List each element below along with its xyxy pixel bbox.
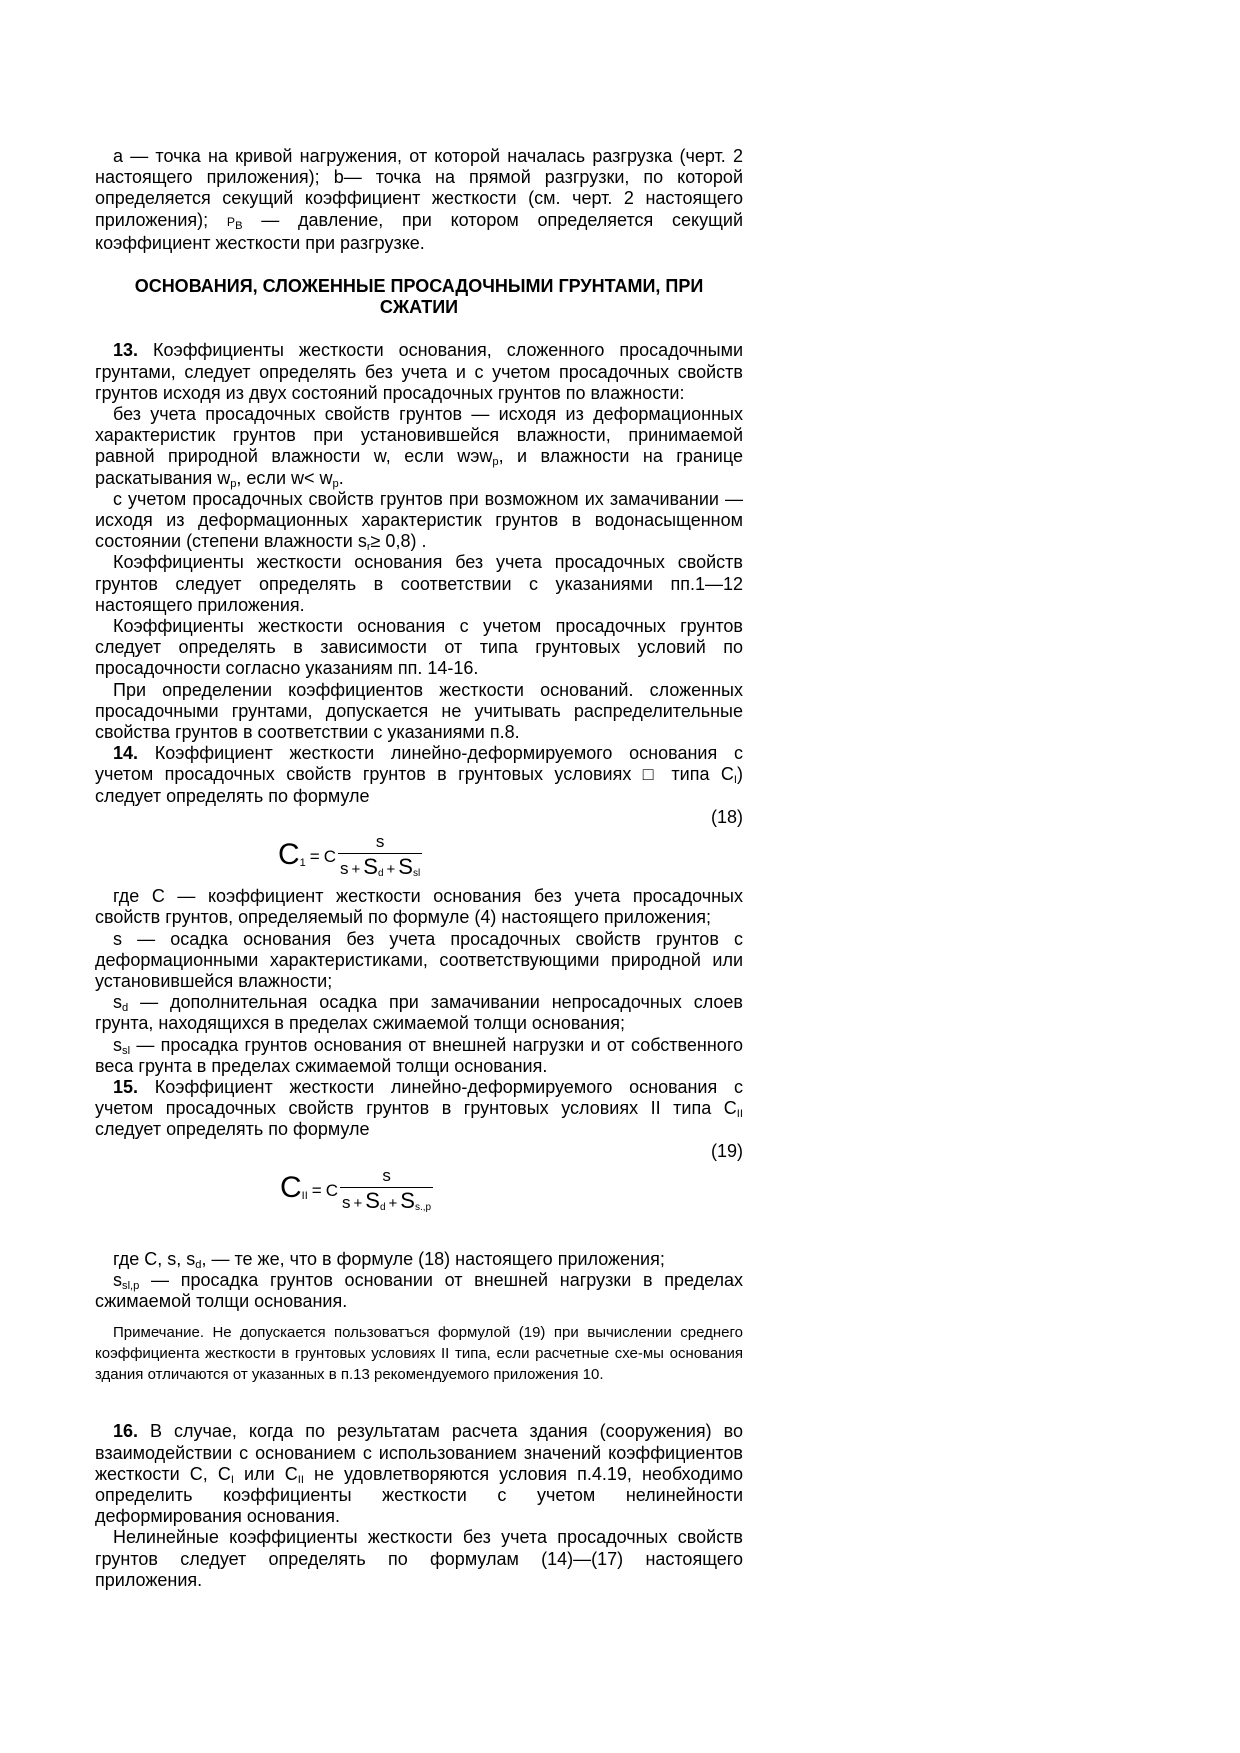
formula-lhs-subscript: 1 [299, 856, 306, 869]
denominator-term-sslp: S [400, 1187, 415, 1213]
text-run: Коэффициент жесткости линейно-деформируемого основания с учетом просадочных свойств грунтов в грунтовых условиях II типа C [95, 1076, 743, 1119]
text-run: , — те же, что в формуле (18) настоящего приложения; [201, 1248, 665, 1269]
text-run: s [113, 1269, 122, 1290]
text-run: a — точка на кривой нагружения, от которой началась разгрузка (черт. 2 настоящего приложения); b— точка на прямой разгрузки, по которой определяется секущий коэффициент жесткости (см. черт. 2 настоящего приложения); [95, 146, 743, 230]
definition-sd-paragraph [95, 992, 743, 1034]
subscript: II [736, 1107, 743, 1120]
item-16-paragraph [95, 1421, 743, 1527]
fraction-denominator [338, 853, 422, 883]
text-run: . [338, 467, 344, 488]
document-body [95, 146, 743, 1591]
distribution-rule-paragraph [95, 680, 743, 744]
plus-sign: + [353, 1194, 363, 1212]
nonlinear-paragraph [95, 1527, 743, 1591]
text-run: — давление, при котором определяется секущий коэффициент жесткости при разгрузке. [95, 209, 743, 253]
fraction-numerator: s [375, 832, 385, 852]
plus-sign: + [351, 861, 361, 879]
subscript: p [332, 477, 339, 490]
where-same-paragraph [95, 1249, 743, 1270]
denominator-term-sslp-subscript: s.,p [414, 1201, 432, 1213]
section-heading: ОСНОВАНИЯ, СЛОЖЕННЫЕ ПРОСАДОЧНЫМИ ГРУНТАМИ, ПРИ СЖАТИИ [134, 276, 704, 318]
where-c-paragraph [95, 886, 743, 928]
subscript: sl,p [122, 1279, 140, 1292]
formula-19 [95, 1162, 743, 1220]
with-collapse-paragraph [95, 489, 743, 553]
subscript: I [733, 774, 737, 787]
item-number: 13. [113, 340, 139, 361]
denominator-s: s [342, 1192, 351, 1212]
text-run: где C, s, s [113, 1248, 196, 1269]
item-number: 15. [113, 1076, 139, 1097]
intro-paragraph [95, 146, 743, 254]
subscript: sl [122, 1044, 131, 1057]
subscript: d [122, 1001, 129, 1014]
denominator-term-sd: S [363, 854, 378, 880]
item-number: 16. [113, 1421, 139, 1442]
text-run: Коэффициенты жесткости основания с учетом просадочных грунтов следует определять в зависимости от типа грунтовых условий по просадочности согласно указаниям пп. 14-16. [95, 616, 743, 679]
without-collapse-rule-paragraph [95, 552, 743, 616]
text-run: следует определять по формуле [95, 1119, 370, 1140]
denominator-term-ssl-subscript: sl [412, 868, 421, 880]
formula-lhs [280, 1173, 308, 1208]
text-run: где C — коэффициент жесткости основания без учета просадочных свойств грунтов, определяемый по формуле (4) настоящего приложения; [95, 886, 743, 928]
denominator-term-ssl: S [398, 854, 413, 880]
text-run: , и влажности на границе раскатывания w [95, 446, 743, 488]
fraction-denominator [340, 1187, 433, 1217]
equation-number-19: (19) [710, 1140, 743, 1161]
equals-sign: = [309, 847, 320, 867]
note-paragraph [95, 1322, 743, 1385]
text-run: Примечание. Не допускается пользоватъся формулой (19) при вычислении среднего коэффициента жесткости в грунтовых условиях II типа, если расчетные схе-мы основания здания отличаются от указанных в п.13 рекомендуемого приложения 10. [95, 1324, 743, 1384]
subscript: B [235, 219, 243, 232]
formula-lhs-subscript: II [301, 1190, 308, 1203]
item-15-paragraph [95, 1077, 743, 1141]
text-run: , если w< w [236, 467, 333, 488]
subscript: d [195, 1258, 202, 1271]
text-run: с учетом просадочных свойств грунтов при возможном их замачивании — исходя из деформационных характеристик грунтов в водонасыщенном состоянии (степени влажности s [95, 488, 743, 552]
fraction [338, 831, 422, 883]
item-13-paragraph [95, 340, 743, 404]
fraction-numerator: s [382, 1165, 391, 1185]
small-symbol: P [226, 214, 236, 229]
subscript: II [297, 1473, 304, 1486]
text-run: ) следует определять по формуле [95, 764, 743, 806]
equation-number-18: (18) [710, 806, 743, 827]
text-run: В случае, когда по результатам расчета здания (сооружения) во взаимодействии с основанием с использованием значений коэффициентов жесткости C, C [95, 1421, 743, 1484]
definition-s-paragraph [95, 929, 743, 993]
equals-sign: = [311, 1180, 322, 1200]
definition-ssl-paragraph [95, 1035, 743, 1077]
denominator-term-sd-subscript: d [379, 1201, 386, 1213]
text-run: — дополнительная осадка при замачивании непросадочных слоев грунта, находящихся в пределах сжимаемой толщи основания; [95, 992, 743, 1034]
subscript: I [230, 1473, 234, 1486]
formula-lhs [278, 837, 306, 875]
text-run: — просадка грунтов основании от внешней нагрузки в пределах сжимаемой толщи основания. [95, 1269, 743, 1312]
text-run: Коэффициент жесткости линейно-деформируемого основания с учетом просадочных свойств грунтов в грунтовых условиях □ типа C [95, 743, 743, 785]
text-run: При определении коэффициентов жесткости оснований. сложенных просадочными грунтами, допускается не учитывать распределительные свойства грунтов в соответствии с указаниями п.8. [95, 679, 743, 743]
formula-lhs-symbol: C [280, 1171, 302, 1205]
subscript: p [230, 477, 237, 490]
with-collapse-rule-paragraph [95, 616, 743, 680]
plus-sign: + [386, 861, 396, 879]
text-run: ≥ 0,8) . [370, 531, 427, 552]
without-collapse-paragraph [95, 404, 743, 489]
text-run: или C [233, 1463, 298, 1484]
plus-sign: + [388, 1194, 398, 1212]
formula-coefficient: C [325, 1180, 339, 1200]
subscript: p [492, 456, 499, 469]
item-number: 14. [113, 743, 139, 764]
formula-coefficient: C [323, 847, 337, 867]
text-run: s [113, 992, 122, 1013]
text-run: s — осадка основания без учета просадочных свойств грунтов с деформационными характеристиками, соответствующими природной или установившейся влажности; [95, 928, 743, 991]
fraction [340, 1165, 433, 1217]
text-run: Коэффициенты жесткости основания без учета просадочных свойств грунтов следует определять в соответствии с указаниями пп.1—12 настоящего приложения. [95, 552, 743, 615]
formula-18 [95, 828, 743, 886]
subscript: r [366, 541, 371, 554]
denominator-s: s [340, 859, 349, 879]
text-run: Коэффициенты жесткости основания, сложенного просадочными грунтами, следует определять без учета и с учетом просадочных свойств грунтов исходя из двух состояний просадочных грунтов по влажности: [95, 340, 743, 403]
text-run: без учета просадочных свойств грунтов — исходя из деформационных характеристик грунтов при установившейся влажности, принимаемой равной природной влажности w, если wэw [95, 404, 743, 467]
text-run: не удовлетворяются условия п.4.19, необходимо определить коэффициенты жесткости с учетом нелинейности деформирования основания. [95, 1463, 743, 1527]
denominator-term-sd-subscript: d [377, 868, 384, 880]
denominator-term-sd: S [365, 1187, 380, 1213]
text-run: Нелинейные коэффициенты жесткости без учета просадочных свойств грунтов следует определять по формулам (14)—(17) настоящего приложения. [95, 1527, 743, 1590]
text-run: s [113, 1034, 122, 1055]
definition-sslp-paragraph [95, 1270, 743, 1312]
item-14-paragraph [95, 743, 743, 807]
formula-lhs-symbol: C [278, 837, 300, 871]
text-run: — просадка грунтов основания от внешней нагрузки и от собственного веса грунта в пределах сжимаемой толщи основания. [95, 1034, 743, 1076]
